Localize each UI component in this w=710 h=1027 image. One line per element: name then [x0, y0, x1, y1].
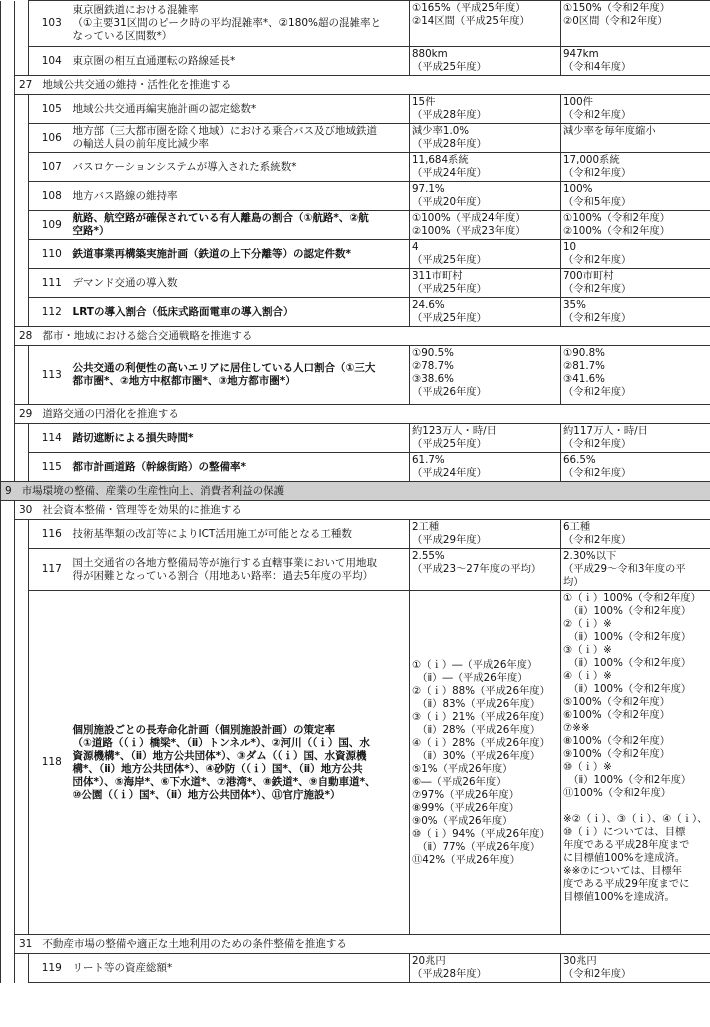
section-label: 市場環境の整備、産業の生産性向上、消費者利益の保護	[21, 484, 285, 497]
indicator-description: 航路、航空路が確保されている有人離島の割合（①航路*、②航 空路*）	[71, 211, 410, 240]
target-value: 6工種 （令和2年度）	[561, 520, 710, 549]
target-value: 35% （令和2年度）	[561, 298, 710, 327]
table-row	[1, 954, 710, 983]
baseline-value: 2.55% （平成23～27年度の平均）	[410, 549, 561, 591]
indicator-description: 国土交通省の各地方整備局等が施行する直轄事業において用地取 得が困難となっている割合（用地あい路率：過去5年度の平均）	[71, 549, 410, 591]
baseline-value: 24.6% （平成25年度）	[410, 298, 561, 327]
table-row	[1, 124, 710, 153]
policy-number: 28	[19, 329, 33, 342]
indicator-description: 個別施設ごとの長寿命化計画（個別施設計画）の策定率 （①道路（（ｉ）橋梁*、（ⅱ）トンネル*）、②河川（（ｉ）国、水 資源機構*、（ⅱ）地方公共団体*）、③ダム（（ｉ）国、水資源機 構*、（ⅱ）地方公共団体*）、④砂防（（ｉ）国*、（ⅱ）地方公共 団体*）、⑤海岸*、⑥下水道*、⑦港湾*、⑧鉄道*、⑨自動車道*、 ⑩公園（（ｉ）国*、（ⅱ）地方公共団体*）、⑪官庁施設*）	[71, 591, 410, 935]
indicator-number: 118	[29, 591, 71, 935]
indicator-number: 115	[29, 453, 71, 482]
indent-cell	[15, 453, 29, 482]
policy-title	[15, 327, 710, 346]
indicator-number: 119	[29, 954, 71, 983]
indent-cell	[15, 153, 29, 182]
policy-title	[15, 405, 710, 424]
indent-cell	[1, 424, 15, 453]
baseline-value: 2工種 （平成29年度）	[410, 520, 561, 549]
target-value: 947km （令和4年度）	[561, 47, 710, 76]
section-number: 9	[5, 484, 12, 497]
indicator-description: 東京圏の相互直通運転の路線延長*	[71, 47, 410, 76]
indicator-number: 107	[29, 153, 71, 182]
indent-cell	[15, 240, 29, 269]
table-row	[1, 298, 710, 327]
baseline-value: 4 （平成25年度）	[410, 240, 561, 269]
baseline-value: 20兆円 （平成28年度）	[410, 954, 561, 983]
indent-cell	[15, 124, 29, 153]
indent-cell	[1, 182, 15, 211]
target-value: 700市町村 （令和2年度）	[561, 269, 710, 298]
indent-cell	[15, 591, 29, 935]
indent-cell	[15, 47, 29, 76]
policy-title	[15, 501, 710, 520]
indent-cell	[1, 405, 15, 424]
indent-cell	[1, 95, 15, 124]
indicator-number: 106	[29, 124, 71, 153]
target-value: 2.30%以下 （平成29～令和3年度の平 均）	[561, 549, 710, 591]
indent-cell	[15, 346, 29, 405]
table-row	[1, 240, 710, 269]
policy-number: 27	[19, 78, 33, 91]
baseline-value: 311市町村 （平成25年度）	[410, 269, 561, 298]
policy-number: 29	[19, 407, 33, 420]
indicator-description: 地方部（三大都市圏を除く地域）における乗合バス及び地域鉄道 の輸送人員の前年度比減少率	[71, 124, 410, 153]
indicator-number: 114	[29, 424, 71, 453]
indicator-description: LRTの導入割合（低床式路面電車の導入割合）	[71, 298, 410, 327]
indent-cell	[1, 591, 15, 935]
policy-label: 不動産市場の整備や適正な土地利用のための条件整備を推進する	[42, 937, 347, 950]
section-heading	[1, 482, 710, 501]
indicator-description: 地方バス路線の維持率	[71, 182, 410, 211]
policy-title	[15, 76, 710, 95]
indent-cell	[1, 47, 15, 76]
baseline-value: ①165%（平成25年度） ②14区間（平成25年度）	[410, 1, 561, 47]
indent-cell	[1, 954, 15, 983]
indent-cell	[1, 211, 15, 240]
target-value: 100% （令和5年度）	[561, 182, 710, 211]
indent-cell	[1, 501, 15, 520]
baseline-value: ①（ｉ）―（平成26年度） （ⅱ）―（平成26年度） ②（ｉ）88%（平成26年度） （ⅱ）83%（平成26年度） ③（ｉ）21%（平成26年度） （ⅱ）28%（平成26年度） ④（ｉ）28%（平成26年度） （ⅱ）30%（平成26年度） ⑤1%（平成26年度） ⑥―（平成26年度） ⑦97%（平成26年度） ⑧99%（平成26年度） ⑨0%（平成26年度） ⑩（ｉ）94%（平成26年度） （ⅱ）77%（平成26年度） ⑪42%（平成26年度）	[410, 591, 561, 935]
indicator-description: リート等の資産総額*	[71, 954, 410, 983]
policy-number: 31	[19, 937, 33, 950]
table-row	[1, 549, 710, 591]
baseline-value: 減少率1.0% （平成28年度）	[410, 124, 561, 153]
baseline-value: 61.7% （平成24年度）	[410, 453, 561, 482]
policy-label: 都市・地域における総合交通戦略を推進する	[42, 329, 253, 342]
indent-cell	[15, 211, 29, 240]
target-value: ①90.8% ②81.7% ③41.6% （令和2年度）	[561, 346, 710, 405]
indicator-number: 105	[29, 95, 71, 124]
target-value: 17,000系統 （令和2年度）	[561, 153, 710, 182]
indicator-description: 東京圏鉄道における混雑率 （①主要31区間のピーク時の平均混雑率*、②180%超の混雑率と なっている区間数*）	[71, 1, 410, 47]
table-row	[1, 153, 710, 182]
indent-cell	[1, 327, 15, 346]
indicator-number: 116	[29, 520, 71, 549]
indicator-number: 109	[29, 211, 71, 240]
indent-cell	[1, 935, 15, 954]
table-row	[1, 269, 710, 298]
target-value: ①150%（令和2年度） ②0区間（令和2年度）	[561, 1, 710, 47]
indent-cell	[1, 76, 15, 95]
table-row	[1, 453, 710, 482]
policy-label: 道路交通の円滑化を推進する	[42, 407, 179, 420]
policy-title	[15, 935, 710, 954]
indent-cell	[1, 240, 15, 269]
table-row	[1, 211, 710, 240]
policy-label: 地域公共交通の維持・活性化を推進する	[42, 78, 232, 91]
indicator-description: 技術基準類の改訂等によりICT活用施工が可能となる工種数	[71, 520, 410, 549]
table-row	[1, 95, 710, 124]
target-value: 30兆円 （令和2年度）	[561, 954, 710, 983]
target-value: 減少率を毎年度縮小	[561, 124, 710, 153]
indent-cell	[1, 520, 15, 549]
indent-cell	[15, 269, 29, 298]
indicator-description: バスロケーションシステムが導入された系統数*	[71, 153, 410, 182]
target-value: 66.5% （令和2年度）	[561, 453, 710, 482]
baseline-value: 約123万人・時/日 （平成25年度）	[410, 424, 561, 453]
indent-cell	[1, 298, 15, 327]
indent-cell	[1, 153, 15, 182]
indent-cell	[1, 1, 15, 47]
policy-heading	[1, 935, 710, 954]
indicator-number: 103	[29, 1, 71, 47]
section-title	[1, 482, 710, 501]
baseline-value: 11,684系統 （平成24年度）	[410, 153, 561, 182]
target-value: ①（ｉ）100%（令和2年度） （ⅱ）100%（令和2年度） ②（ｉ）※ （ⅱ）100%（令和2年度） ③（ｉ）※ （ⅱ）100%（令和2年度） ④（ｉ）※ （ⅱ）100%（令和2年度） ⑤100%（令和2年度） ⑥100%（令和2年度） ⑦※※ ⑧100%（令和2年度） ⑨100%（令和2年度） ⑩（ｉ）※ （ⅱ）100%（令和2年度） ⑪100%（令和2年度） ※②（ｉ）、③（ｉ）、④（ｉ）、 ⑩（ｉ）については、目標 年度である平成28年度まで に目標値100%を達成済。 ※※⑦については、目標年 度である平成29年度までに 目標値100%を達成済。	[561, 591, 710, 935]
indicator-number: 112	[29, 298, 71, 327]
indicator-description: 地域公共交通再編実施計画の認定総数*	[71, 95, 410, 124]
indicator-description: 踏切遮断による損失時間*	[71, 424, 410, 453]
indicator-number: 117	[29, 549, 71, 591]
target-value: ①100%（令和2年度） ②100%（令和2年度）	[561, 211, 710, 240]
indicator-description: 鉄道事業再構築実施計画（鉄道の上下分離等）の認定件数*	[71, 240, 410, 269]
baseline-value: ①90.5% ②78.7% ③38.6% （平成26年度）	[410, 346, 561, 405]
baseline-value: 97.1% （平成20年度）	[410, 182, 561, 211]
indent-cell	[1, 124, 15, 153]
table-row	[1, 47, 710, 76]
table-row	[1, 424, 710, 453]
baseline-value: ①100%（平成24年度） ②100%（平成23年度）	[410, 211, 561, 240]
indent-cell	[15, 520, 29, 549]
target-value: 100件 （令和2年度）	[561, 95, 710, 124]
policy-heading	[1, 76, 710, 95]
table-row	[1, 346, 710, 405]
policy-heading	[1, 405, 710, 424]
indicator-number: 111	[29, 269, 71, 298]
indent-cell	[15, 95, 29, 124]
indent-cell	[1, 453, 15, 482]
indent-cell	[15, 424, 29, 453]
baseline-value: 880km （平成25年度）	[410, 47, 561, 76]
indent-cell	[15, 298, 29, 327]
target-value: 10 （令和2年度）	[561, 240, 710, 269]
table-row	[1, 1, 710, 47]
policy-heading	[1, 327, 710, 346]
policy-label: 社会資本整備・管理等を効果的に推進する	[42, 503, 242, 516]
indent-cell	[1, 269, 15, 298]
indent-cell	[15, 954, 29, 983]
policy-number: 30	[19, 503, 33, 516]
indicator-number: 110	[29, 240, 71, 269]
policy-heading	[1, 501, 710, 520]
indent-cell	[15, 549, 29, 591]
indent-cell	[15, 1, 29, 47]
table-row	[1, 520, 710, 549]
indicator-description: 公共交通の利便性の高いエリアに居住している人口割合（①三大 都市圏*、②地方中枢都市圏*、③地方都市圏*）	[71, 346, 410, 405]
indicator-number: 104	[29, 47, 71, 76]
table-row	[1, 591, 710, 935]
target-value: 約117万人・時/日 （令和2年度）	[561, 424, 710, 453]
indicator-description: デマンド交通の導入数	[71, 269, 410, 298]
indicator-description: 都市計画道路（幹線街路）の整備率*	[71, 453, 410, 482]
indicator-number: 113	[29, 346, 71, 405]
indent-cell	[1, 549, 15, 591]
indent-cell	[1, 346, 15, 405]
indent-cell	[15, 182, 29, 211]
table-row	[1, 182, 710, 211]
baseline-value: 15件 （平成28年度）	[410, 95, 561, 124]
indicator-number: 108	[29, 182, 71, 211]
